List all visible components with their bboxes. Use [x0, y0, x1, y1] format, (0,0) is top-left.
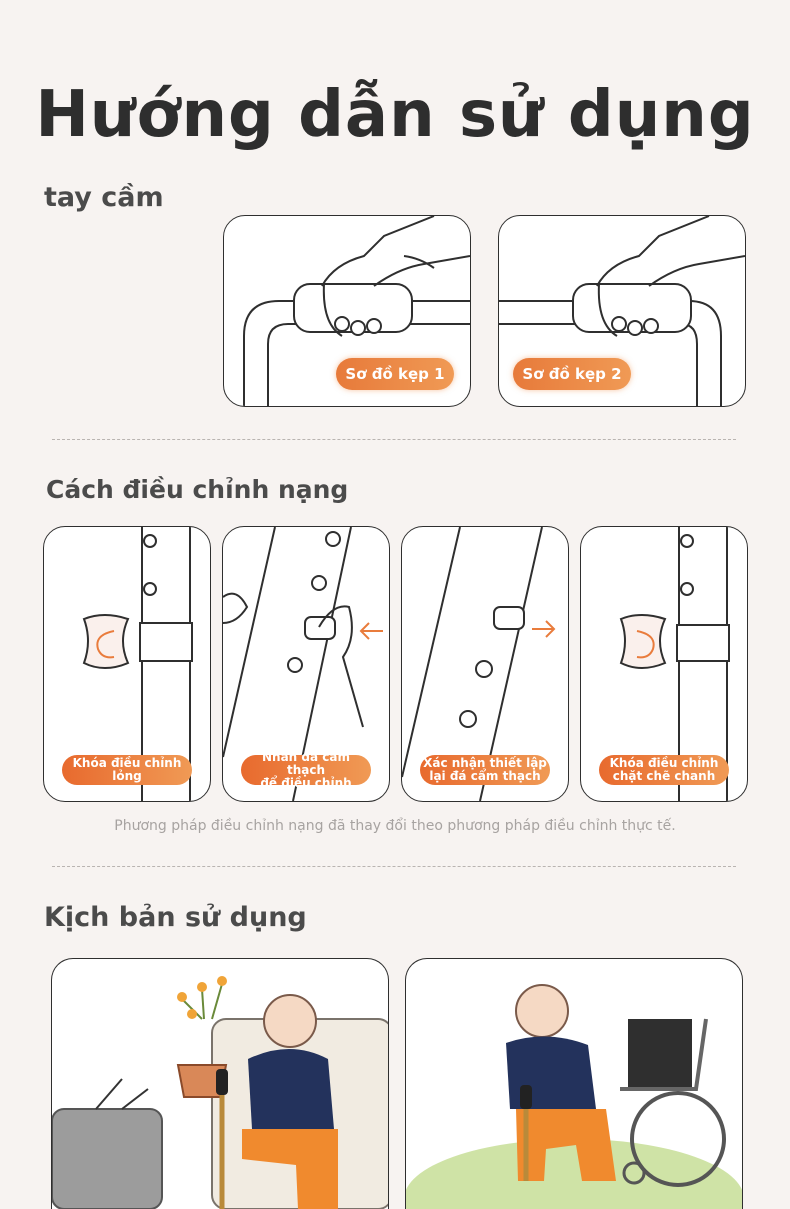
- adjust-step-1: [43, 526, 211, 802]
- scenario-wheelchair-illustration: [405, 958, 743, 1209]
- grip-diagram-2: [498, 215, 746, 407]
- adjust-label-2: Nhấn đá cẩm thạch để điều chỉnh: [241, 755, 371, 785]
- adjust-step-3: [401, 526, 569, 802]
- adjust-label-4: Khóa điều chỉnh chặt chẽ chanh: [599, 755, 729, 785]
- sofa-scene: [52, 959, 388, 1209]
- divider: [52, 866, 736, 867]
- section-title-handle: tay cầm: [44, 182, 164, 213]
- adjust-step-2: [222, 526, 390, 802]
- adjust-label-3: Xác nhận thiết lập lại đá cẩm thạch: [420, 755, 550, 785]
- adjust-note: Phương pháp điều chỉnh nạng đã thay đổi theo phương pháp điều chỉnh thực tế.: [114, 818, 676, 834]
- section-title-scenario: Kịch bản sử dụng: [44, 902, 307, 933]
- grip-diagram-1: [223, 215, 471, 407]
- scenario-sofa-illustration: [51, 958, 389, 1209]
- wheelchair-scene: [406, 959, 742, 1209]
- divider: [52, 439, 736, 440]
- page-title: Hướng dẫn sử dụng: [35, 78, 755, 152]
- adjust-step-4: [580, 526, 748, 802]
- adjust-label-1: Khóa điều chỉnh lỏng: [62, 755, 192, 785]
- section-title-adjust: Cách điều chỉnh nạng: [46, 475, 349, 504]
- grip-label-1: Sơ đồ kẹp 1: [336, 358, 454, 390]
- grip-label-2: Sơ đồ kẹp 2: [513, 358, 631, 390]
